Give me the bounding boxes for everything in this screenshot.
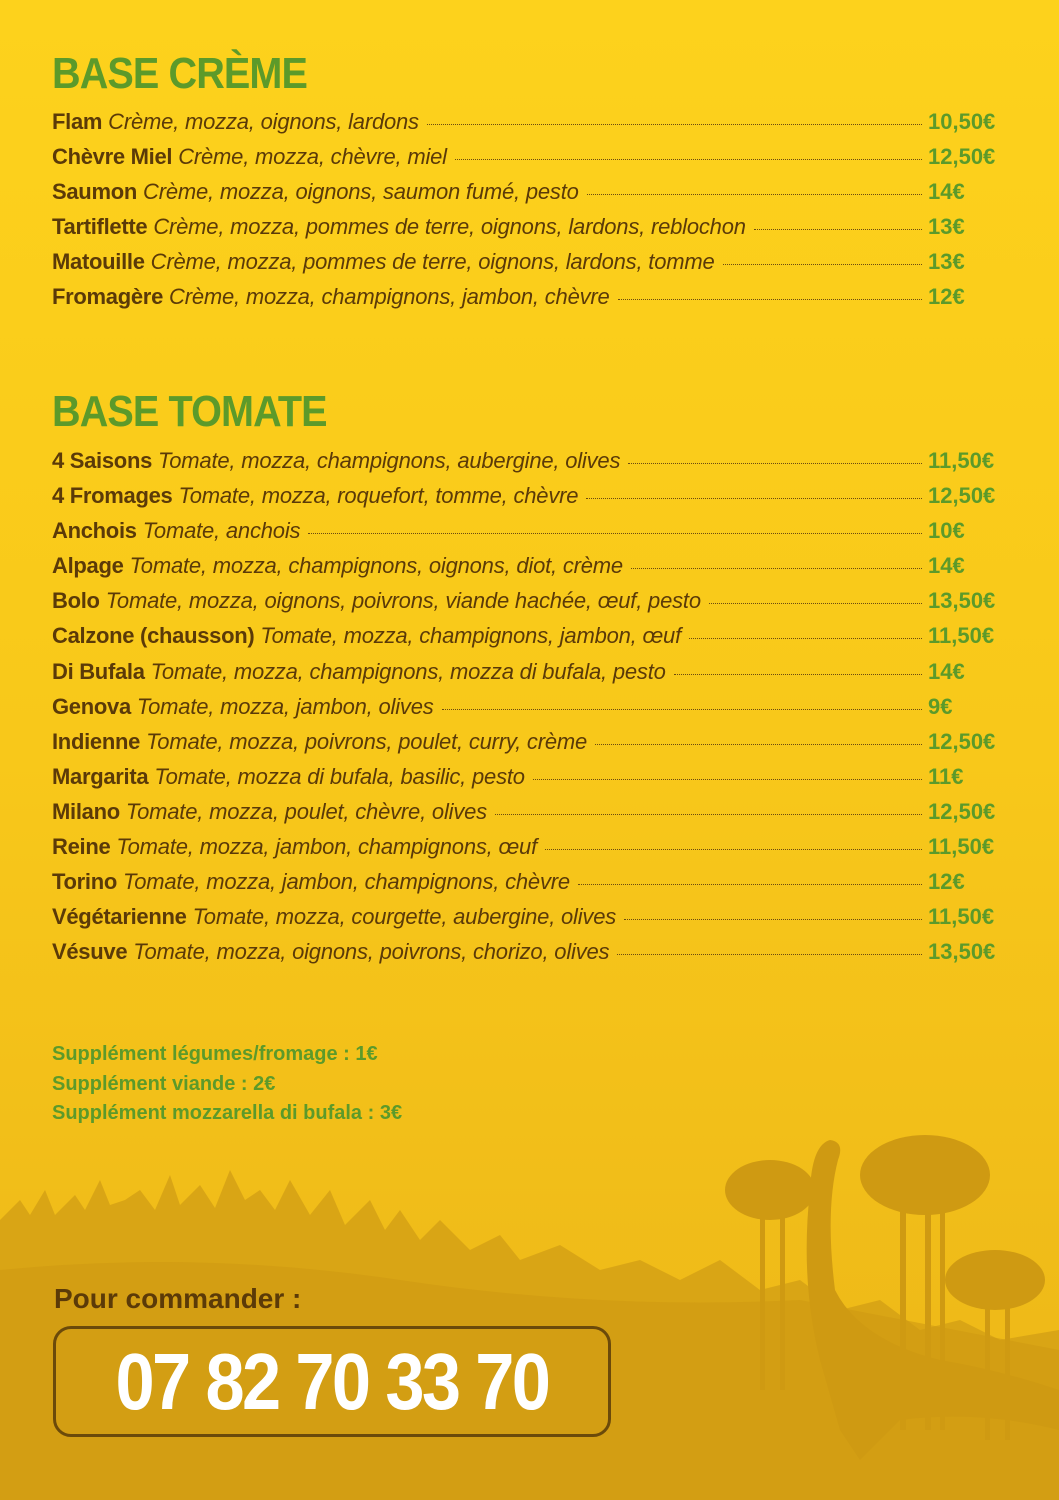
dot-leader (533, 779, 922, 780)
dot-leader (628, 463, 922, 464)
menu-item (52, 659, 1004, 694)
item-description: Tomate, mozza, jambon, champignons, œuf (116, 834, 538, 860)
dot-leader (442, 709, 922, 710)
section-title-base-tomate: BASE TOMATE (52, 387, 327, 436)
supplement-line: Supplément légumes/fromage : 1€ (52, 1043, 378, 1065)
supplement-line: Supplément viande : 2€ (52, 1072, 276, 1095)
item-name: Alpage (52, 553, 124, 579)
menu-item (52, 729, 1004, 764)
item-price: 14€ (928, 553, 965, 579)
item-description: Tomate, mozza, oignons, poivrons, viande hachée, œuf, pesto (105, 588, 701, 614)
item-description: Tomate, mozza di bufala, basilic, pesto (154, 763, 525, 789)
menu-item (52, 518, 1004, 553)
dot-leader (545, 849, 922, 850)
item-name: Di Bufala (52, 658, 145, 684)
menu-item (52, 214, 1004, 249)
menu-item (52, 553, 1004, 588)
item-price: 11,50€ (928, 904, 995, 930)
dot-leader (586, 498, 922, 499)
item-price: 13€ (928, 249, 965, 275)
item-description: Crème, mozza, pommes de terre, oignons, lardons, tomme (150, 249, 715, 275)
item-price: 13€ (928, 214, 965, 240)
item-description: Tomate, mozza, oignons, poivrons, chorizo, olives (133, 939, 610, 965)
item-description: Tomate, mozza, roquefort, tomme, chèvre (178, 483, 579, 509)
item-price: 12,50€ (928, 728, 996, 754)
item-description: Tomate, mozza, jambon, olives (136, 693, 434, 719)
item-name: Tartiflette (52, 214, 148, 240)
menu-item (52, 144, 1004, 179)
item-name: Saumon (52, 179, 137, 205)
item-price: 14€ (928, 658, 965, 684)
item-description: Tomate, mozza, courgette, aubergine, olives (192, 904, 617, 930)
phone-box (53, 1326, 611, 1437)
item-price: 10,50€ (928, 109, 996, 134)
dot-leader (723, 264, 922, 265)
item-price: 10€ (928, 518, 965, 544)
item-description: Tomate, anchois (142, 518, 301, 544)
menu-item (52, 623, 1004, 658)
item-description: Crème, mozza, chèvre, miel (178, 144, 447, 170)
dot-leader (674, 674, 922, 675)
item-price: 12€ (928, 869, 965, 895)
menu-item (52, 588, 1004, 623)
item-name: 4 Fromages (52, 483, 173, 509)
item-description: Tomate, mozza, champignons, mozza di bufala, pesto (150, 658, 666, 684)
item-description: Tomate, mozza, champignons, oignons, diot, crème (129, 553, 623, 579)
section-title-base-creme: BASE CRÈME (52, 49, 308, 98)
item-price: 12,50€ (928, 144, 996, 170)
item-name: Chèvre Miel (52, 144, 173, 170)
item-name: Matouille (52, 249, 145, 275)
item-description: Crème, mozza, pommes de terre, oignons, lardons, reblochon (153, 214, 746, 240)
item-price: 14€ (928, 179, 965, 205)
menu-list-base-creme (52, 109, 1004, 320)
menu-item (52, 109, 1004, 144)
dot-leader (617, 954, 922, 955)
menu-item (52, 799, 1004, 834)
item-name: Bolo (52, 588, 100, 614)
item-name: Vésuve (52, 939, 128, 965)
dot-leader (495, 814, 922, 815)
item-price: 9€ (928, 693, 953, 719)
supplements (52, 1040, 402, 1129)
item-price: 11,50€ (928, 623, 995, 649)
item-name: Calzone (chausson) (52, 623, 255, 649)
item-name: Genova (52, 693, 131, 719)
dot-leader (631, 568, 922, 569)
dot-leader (578, 884, 922, 885)
item-name: Torino (52, 869, 117, 895)
item-price: 12,50€ (928, 483, 996, 509)
supplement-line: Supplément mozzarella di bufala : 3€ (52, 1102, 403, 1124)
item-name: 4 Saisons (52, 448, 153, 473)
menu-item (52, 834, 1004, 869)
menu-item (52, 284, 1004, 319)
dot-leader (689, 638, 922, 639)
phone-number[interactable]: 07 82 70 33 70 (115, 1336, 549, 1426)
dot-leader (308, 533, 922, 534)
item-name: Reine (52, 834, 111, 860)
menu-item (52, 764, 1004, 799)
item-name: Anchois (52, 518, 137, 544)
menu-item (52, 939, 1004, 974)
menu-list-base-tomate (52, 448, 1004, 974)
dot-leader (624, 919, 922, 920)
item-description: Tomate, mozza, poivrons, poulet, curry, crème (146, 728, 588, 754)
item-description: Crème, mozza, oignons, saumon fumé, pesto (143, 179, 579, 205)
item-name: Végétarienne (52, 904, 187, 930)
menu-item (52, 694, 1004, 729)
item-price: 11,50€ (928, 834, 995, 860)
dinosaur-landscape-illustration (0, 1130, 1059, 1500)
dot-leader (455, 159, 922, 160)
item-price: 11,50€ (928, 448, 995, 473)
dot-leader (754, 229, 922, 230)
item-price: 13,50€ (928, 588, 996, 614)
item-description: Crème, mozza, champignons, jambon, chèvre (169, 284, 610, 310)
dot-leader (587, 194, 922, 195)
menu-item (52, 249, 1004, 284)
menu-item (52, 904, 1004, 939)
item-name: Flam (52, 109, 103, 134)
item-description: Tomate, mozza, jambon, champignons, chèvre (123, 869, 570, 895)
item-name: Indienne (52, 728, 141, 754)
item-price: 12€ (928, 284, 965, 310)
dot-leader (427, 124, 922, 125)
item-price: 12,50€ (928, 798, 996, 824)
item-description: Tomate, mozza, champignons, jambon, œuf (260, 623, 682, 649)
item-description: Crème, mozza, oignons, lardons (108, 109, 419, 134)
item-price: 13,50€ (928, 939, 996, 965)
menu-item (52, 483, 1004, 518)
item-name: Fromagère (52, 284, 164, 310)
item-description: Tomate, mozza, poulet, chèvre, olives (125, 798, 487, 824)
item-price: 11€ (928, 763, 964, 789)
order-label: Pour commander : (54, 1283, 302, 1314)
dot-leader (709, 603, 922, 604)
item-name: Margarita (52, 763, 149, 789)
item-name: Milano (52, 798, 120, 824)
menu-item (52, 448, 1004, 483)
dot-leader (595, 744, 922, 745)
menu-item (52, 869, 1004, 904)
menu-item (52, 179, 1004, 214)
dot-leader (618, 299, 922, 300)
item-description: Tomate, mozza, champignons, aubergine, olives (158, 448, 621, 473)
